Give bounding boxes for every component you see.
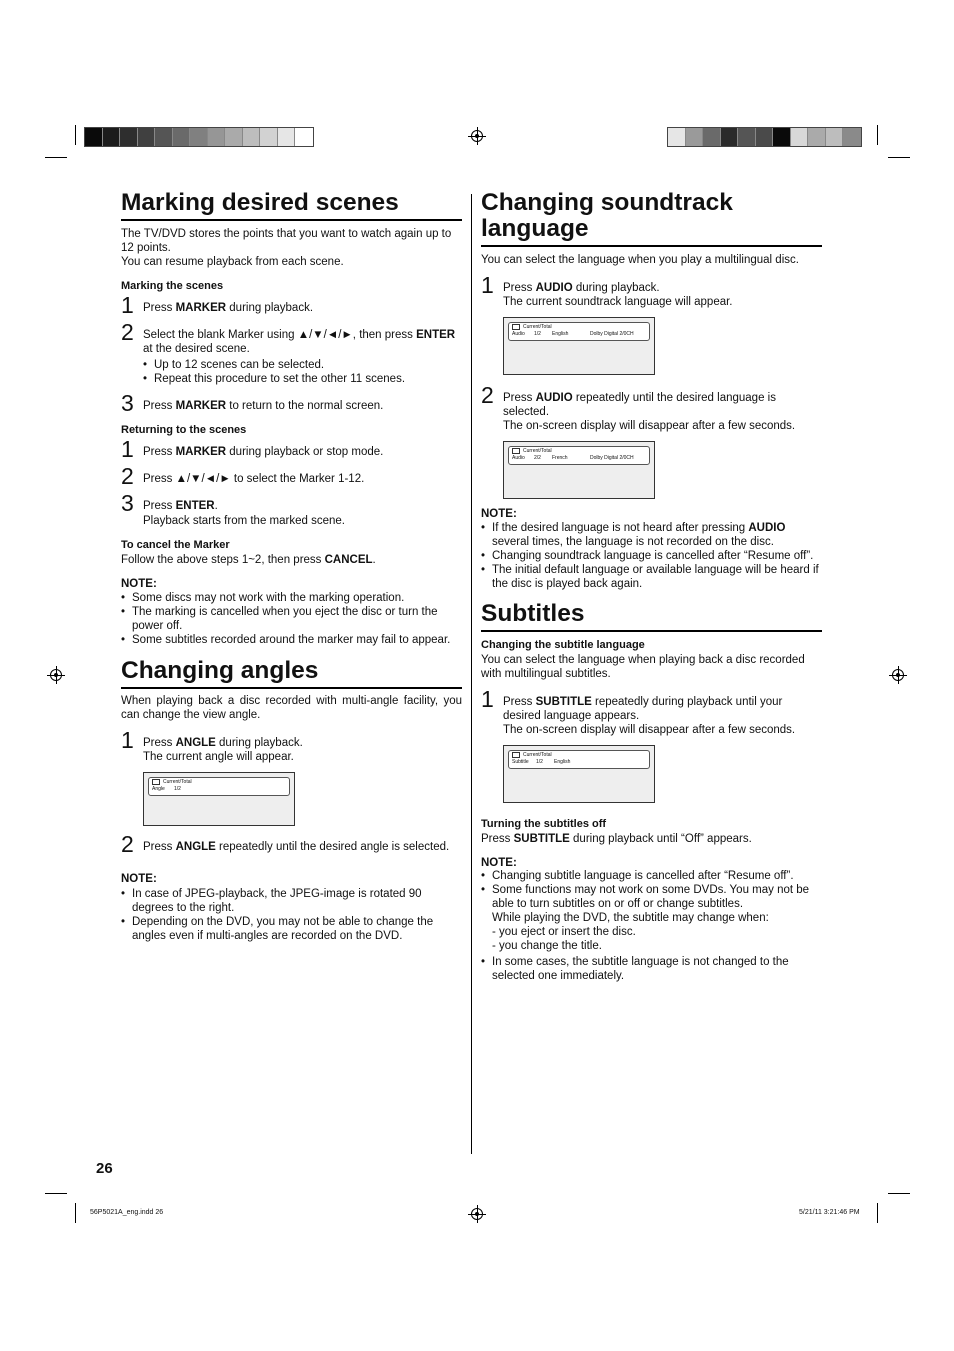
step-text: Press <box>503 282 536 294</box>
note-list <box>121 591 462 647</box>
step-text: The current soundtrack language will appear. <box>503 296 733 308</box>
button-name: AUDIO <box>535 392 573 404</box>
color-swatch <box>686 128 704 146</box>
step-text: . <box>214 500 218 512</box>
step-text: repeatedly until the desired angle is selected. <box>215 841 450 853</box>
osd-language: English <box>552 331 569 337</box>
step-number: 1 <box>481 686 494 712</box>
osd-language: English <box>554 759 571 765</box>
step-number: 2 <box>121 831 134 857</box>
step-text: repeatedly during playback until your desired language appears. <box>503 696 783 722</box>
step <box>121 436 462 462</box>
step-text: Press <box>143 302 176 314</box>
step <box>121 292 462 318</box>
button-name: AUDIO <box>748 522 786 534</box>
osd-header: Current/Total <box>523 324 552 330</box>
note-item: • Some discs may not work with the marking operation. <box>132 591 462 605</box>
color-swatch <box>843 128 861 146</box>
on-screen-display <box>503 745 655 803</box>
note-title: NOTE: <box>481 857 517 869</box>
text: . <box>372 554 376 566</box>
timestamp-slug: 5/21/11 3:21:46 PM <box>799 1209 860 1216</box>
step <box>481 382 822 499</box>
color-swatch <box>120 128 138 146</box>
step-text: during playback or stop mode. <box>226 446 384 458</box>
intro-text: You can select the language when you play a multilingual disc. <box>481 254 799 266</box>
step-number: 3 <box>121 390 134 416</box>
intro-text: The TV/DVD stores the points that you want to watch again up to 12 points. <box>121 228 452 254</box>
page-number: 26 <box>96 1160 113 1177</box>
note-item: • The initial default language or available language will be heard if the disc is played back again. <box>492 563 822 591</box>
osd-label: Audio <box>512 455 525 461</box>
text: - you eject or insert the disc. <box>492 926 636 938</box>
angle-icon <box>152 779 160 785</box>
color-swatch <box>773 128 791 146</box>
note-title: NOTE: <box>481 508 517 520</box>
audio-icon <box>512 448 520 454</box>
file-slug: 56P5021A_eng.indd 26 <box>90 1209 164 1216</box>
color-swatch <box>295 128 313 146</box>
color-swatch <box>225 128 243 146</box>
step-text: Press <box>503 696 536 708</box>
osd-language: French <box>552 455 568 461</box>
button-name: ANGLE <box>175 841 216 853</box>
section-changing-angles <box>121 658 462 943</box>
color-swatch <box>138 128 156 146</box>
registration-mark-icon <box>50 669 62 681</box>
step-text: to return to the normal screen. <box>226 400 384 412</box>
right-column <box>481 190 822 983</box>
section-title: Subtitles <box>481 601 822 632</box>
note-item: • In case of JPEG-playback, the JPEG-image is rotated 90 degrees to the right. <box>132 887 462 915</box>
note-list <box>481 869 822 983</box>
note-item: • Changing soundtrack language is cancelled after “Resume off”. <box>492 549 822 563</box>
step <box>121 390 462 416</box>
note-list <box>121 887 462 943</box>
list-item: • Repeat this procedure to set the other 11 scenes. <box>154 372 462 386</box>
subheading: To cancel the Marker <box>121 539 230 551</box>
color-swatch <box>190 128 208 146</box>
color-swatch <box>260 128 278 146</box>
off-text <box>481 832 822 846</box>
step-text: Press <box>143 500 176 512</box>
button-name: MARKER <box>175 446 227 458</box>
note-item: • Depending on the DVD, you may not be able to change the angles even if multi-angles are recorded on the DVD. <box>132 915 462 943</box>
osd-label: Subtitle <box>512 759 529 765</box>
step-number: 1 <box>481 272 494 298</box>
color-swatch <box>155 128 173 146</box>
text: several times, the language is not recorded on the disc. <box>492 536 774 548</box>
step-text: repeatedly until the desired language is selected. <box>503 392 776 418</box>
text: If the desired language is not heard after pressing <box>492 522 749 534</box>
step-number: 2 <box>121 319 134 345</box>
step-number: 2 <box>121 463 134 489</box>
color-swatch <box>791 128 809 146</box>
color-swatch <box>826 128 844 146</box>
cancel-text <box>121 553 462 567</box>
note-item: • The marking is cancelled when you eject the disc or turn the power off. <box>132 605 462 633</box>
step-text: Select the blank Marker using ▲/▼/◄/►, then press <box>143 329 417 341</box>
intro-text: When playing back a disc recorded with multi-angle facility, you can change the view angle. <box>121 695 462 721</box>
text: Follow the above steps 1~2, then press <box>121 554 325 566</box>
step-text: The current angle will appear. <box>143 751 294 763</box>
note-list <box>481 521 822 591</box>
button-name: ENTER <box>175 500 215 512</box>
step-number: 1 <box>121 292 134 318</box>
step <box>121 463 462 489</box>
button-name: MARKER <box>175 302 227 314</box>
step-text: Press <box>503 392 536 404</box>
color-swatch <box>85 128 103 146</box>
note-item <box>492 521 822 549</box>
osd-format: Dolby Digital 2/0CH <box>590 331 634 337</box>
color-swatch <box>756 128 774 146</box>
note-item <box>492 883 822 953</box>
color-bar-left <box>84 127 314 147</box>
step-number: 1 <box>121 727 134 753</box>
registration-mark-icon <box>471 1208 483 1220</box>
step <box>481 686 822 803</box>
audio-icon <box>512 324 520 330</box>
section-subtitles <box>481 601 822 983</box>
text: Press <box>481 833 514 845</box>
step-text: The on-screen display will disappear after a few seconds. <box>503 420 796 432</box>
step-number: 2 <box>481 382 494 408</box>
subheading: Returning to the scenes <box>121 424 247 436</box>
text: - you change the title. <box>492 940 602 952</box>
color-swatch <box>738 128 756 146</box>
step <box>481 272 822 375</box>
step <box>121 727 462 826</box>
section-title: Changing soundtrack language <box>481 189 733 242</box>
button-name: ENTER <box>416 329 456 341</box>
step-text: Press <box>143 841 176 853</box>
text: during playback until “Off” appears. <box>569 833 752 845</box>
registration-mark-icon <box>892 669 904 681</box>
color-swatch <box>703 128 721 146</box>
button-name: MARKER <box>175 400 227 412</box>
step-text: Press <box>143 446 176 458</box>
button-name: AUDIO <box>535 282 573 294</box>
osd-value: 2/2 <box>534 455 541 461</box>
step-text: Press ▲/▼/◄/► to select the Marker 1-12. <box>143 473 365 485</box>
bullet-list <box>143 358 462 386</box>
section-soundtrack-language <box>481 190 822 591</box>
color-swatch <box>103 128 121 146</box>
registration-mark-icon <box>471 130 483 142</box>
subheading: Changing the subtitle language <box>481 639 645 651</box>
on-screen-display <box>143 772 295 826</box>
subheading: Marking the scenes <box>121 280 224 292</box>
step-text: Playback starts from the marked scene. <box>143 515 345 527</box>
note-item: • In some cases, the subtitle language is not changed to the selected one immediately. <box>492 955 822 983</box>
button-name: SUBTITLE <box>513 833 570 845</box>
osd-header: Current/Total <box>523 448 552 454</box>
step-text: during playback. <box>572 282 660 294</box>
osd-label: Angle <box>152 786 165 792</box>
color-swatch <box>668 128 686 146</box>
note-title: NOTE: <box>121 578 157 590</box>
color-bar-right <box>667 127 862 147</box>
osd-value: 1/2 <box>536 759 543 765</box>
color-swatch <box>808 128 826 146</box>
color-swatch <box>243 128 261 146</box>
text: Some functions may not work on some DVDs. You may not be able to turn subtitles on or off or change subtitles. <box>492 884 810 910</box>
text: While playing the DVD, the subtitle may change when: <box>492 912 769 924</box>
color-swatch <box>721 128 739 146</box>
step <box>121 319 462 386</box>
osd-value: 1/2 <box>174 786 181 792</box>
step <box>121 490 462 528</box>
on-screen-display <box>503 441 655 499</box>
note-item: • Changing subtitle language is cancelled after “Resume off”. <box>492 869 822 883</box>
color-swatch <box>208 128 226 146</box>
list-item: • Up to 12 scenes can be selected. <box>154 358 462 372</box>
button-name: SUBTITLE <box>535 696 592 708</box>
step-text: Press <box>143 737 176 749</box>
step-text: at the desired scene. <box>143 343 250 355</box>
osd-header: Current/Total <box>523 752 552 758</box>
intro-text: You can resume playback from each scene. <box>121 256 344 268</box>
intro-text: You can select the language when playing back a disc recorded with multilingual subtitles. <box>481 654 805 680</box>
step-text: The on-screen display will disappear after a few seconds. <box>503 724 796 736</box>
left-column <box>121 190 462 943</box>
section-title: Changing angles <box>121 658 462 689</box>
color-swatch <box>173 128 191 146</box>
note-item: • Some subtitles recorded around the marker may fail to appear. <box>132 633 462 647</box>
section-marking-scenes <box>121 190 462 647</box>
step-number: 3 <box>121 490 134 516</box>
subtitle-icon <box>512 752 520 758</box>
on-screen-display <box>503 317 655 375</box>
step <box>121 831 462 857</box>
step-number: 1 <box>121 436 134 462</box>
step-text: during playback. <box>215 737 303 749</box>
note-title: NOTE: <box>121 873 157 885</box>
osd-label: Audio <box>512 331 525 337</box>
step-text: during playback. <box>226 302 314 314</box>
section-title: Marking desired scenes <box>121 190 462 221</box>
button-name: ANGLE <box>175 737 216 749</box>
osd-value: 1/2 <box>534 331 541 337</box>
step-text: Press <box>143 400 176 412</box>
subheading: Turning the subtitles off <box>481 818 607 830</box>
button-name: CANCEL <box>324 554 373 566</box>
color-swatch <box>278 128 296 146</box>
osd-header: Current/Total <box>163 779 192 785</box>
osd-format: Dolby Digital 2/0CH <box>590 455 634 461</box>
column-divider <box>471 194 472 1154</box>
